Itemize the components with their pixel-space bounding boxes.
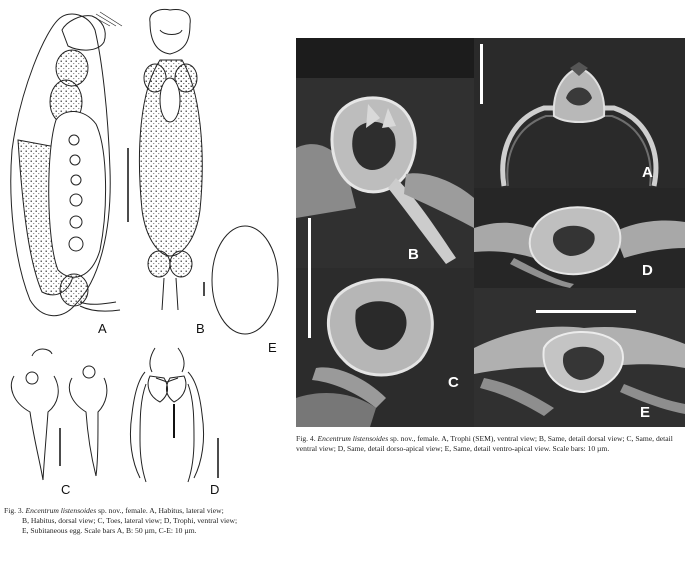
fig3-caption	[4, 506, 294, 536]
sem-panel-a	[474, 38, 685, 188]
fig4-label-c: C	[448, 374, 459, 391]
trophi-drawing	[130, 348, 203, 482]
sem-panel-e-image	[474, 288, 685, 427]
fig4-label-b: B	[408, 246, 419, 263]
fig4-caption-line1: sp. nov., female. A, Trophi (SEM), ventral view; B, Same, detail dorsal view; C, Same, detail	[390, 434, 673, 443]
toes-drawing	[11, 349, 106, 480]
fig4-caption-species: Encentrum listensoides	[317, 434, 389, 443]
fig4-label-e: E	[640, 404, 651, 421]
fig3-label-e: E	[268, 340, 277, 355]
sem-scale-bar-e	[536, 310, 636, 313]
fig4-caption	[296, 434, 696, 454]
fig4-caption-line2: ventral view; D, Same, detail dorso-apical view; E, Same, detail ventro-apical view. Scale bars: 10 µm.	[296, 444, 610, 453]
sem-panel-b-image	[296, 78, 474, 268]
sem-panel-a-image	[474, 38, 685, 188]
fig3-caption-prefix: Fig. 3.	[4, 506, 24, 515]
fig3-drawings	[0, 0, 290, 500]
sem-scale-bar-a	[480, 44, 483, 104]
egg-drawing	[212, 226, 278, 334]
fig3-caption-line3: E, Subitaneous egg. Scale bars A, B: 50 µm, C-E: 10 µm.	[22, 526, 197, 535]
fig4-sem-plate	[296, 38, 685, 427]
fig4-caption-prefix: Fig. 4.	[296, 434, 316, 443]
habitus-lateral-drawing	[11, 12, 122, 316]
habitus-dorsal-drawing	[139, 10, 202, 311]
fig4-label-a: A	[642, 164, 653, 181]
sem-panel-d	[474, 188, 685, 288]
fig3-label-c: C	[61, 482, 71, 497]
fig3-caption-line1: sp. nov., female. A, Habitus, lateral view;	[98, 506, 224, 515]
sem-panel-c	[296, 268, 474, 427]
sem-scale-bar-bc	[308, 218, 311, 338]
sem-panel-b	[296, 78, 474, 268]
sem-panel-d-image	[474, 188, 685, 288]
fig3-caption-species: Encentrum listensoides	[25, 506, 97, 515]
fig4-label-d: D	[642, 262, 653, 279]
fig3-label-a: A	[98, 321, 107, 336]
sem-panel-e	[474, 288, 685, 427]
sem-panel-c-image	[296, 268, 474, 427]
fig3-label-d: D	[210, 482, 220, 497]
fig3-caption-line2: B, Habitus, dorsal view; C, Toes, lateral view; D, Trophi, ventral view;	[22, 516, 238, 525]
fig3-label-b: B	[196, 321, 205, 336]
